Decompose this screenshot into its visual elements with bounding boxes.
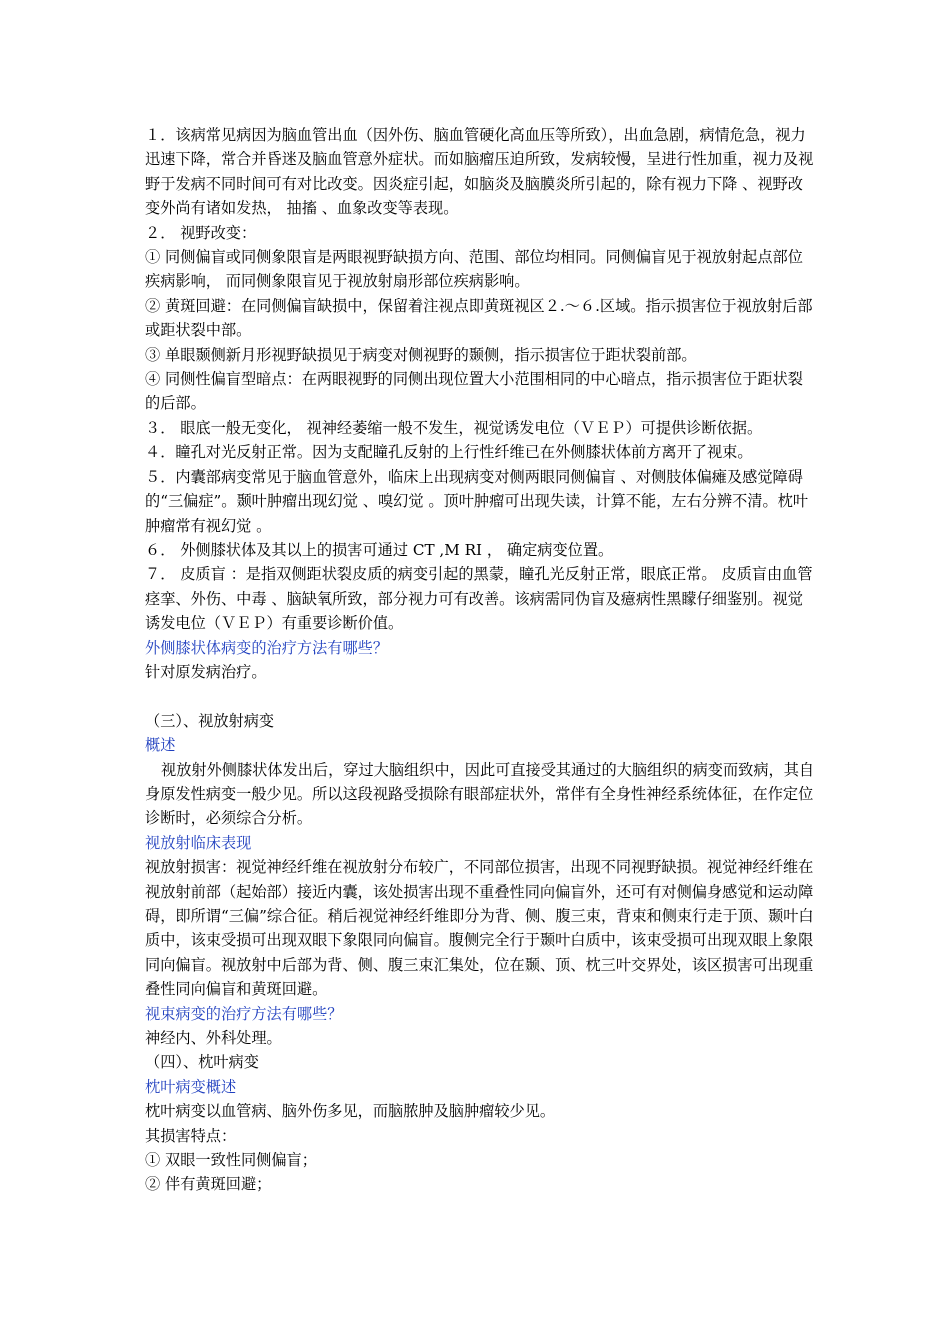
paragraph-feature-2: ② 伴有黄斑回避；: [145, 1175, 272, 1194]
paragraph-fundus: ３． 眼底一般无变化， 视神经萎缩一般不发生，视觉诱发电位（ＶＥＰ）可提供诊断依据。: [145, 418, 763, 437]
paragraph-internal-capsule: ５．内囊部病变常见于脑血管意外，临床上出现病变对侧两眼同侧偏盲 、对侧肢体偏瘫及感觉障碍的“三偏症”。颞叶肿瘤出现幻觉 、嗅幻觉 。顶叶肿瘤可出现失读，计算不能，左右分辨不清。枕叶肿瘤常有视幻觉 。: [145, 467, 809, 535]
paragraph-field-item-1: ① 同侧偏盲或同侧象限盲是两眼视野缺损方向、范围、部位均相同。同侧偏盲见于视放射起点部位疾病影响， 而同侧象限盲见于视放射扇形部位疾病影响。: [145, 248, 803, 291]
paragraph-visual-field-heading: ２． 视野改变：: [145, 223, 257, 242]
paragraph-feature-1: ① 双眼一致性同侧偏盲；: [145, 1151, 317, 1170]
paragraph-field-item-3: ③ 单眼颞侧新月形视野缺损见于病变对侧视野的颞侧，指示损害位于距状裂前部。: [145, 345, 697, 364]
paragraph-cause: １．该病常见病因为脑血管出血（因外伤、脑血管硬化高血压等所致），出血急剧，病情危急，视力迅速下降，常合并昏迷及脑血管意外症状。而如脑瘤压迫所致，发病较慢，呈进行性加重，视力及视野于发病不同时间可有对比改变。因炎症引起，如脑炎及脑膜炎所引起的，除有视力下降 、视野改变外尚有诸如发热， 抽搐 、血象改变等表现。: [145, 126, 814, 218]
paragraph-cortical-blindness: ７． 皮质盲 ：是指双侧距状裂皮质的病变引起的黑蒙，瞳孔光反射正常，眼底正常。 皮质盲由血管痉挛、外伤、中毒 、脑缺氧所致，部分视力可有改善。该病需同伪盲及癔病性黑矇仔细鉴别。视觉诱发电位（ＶＥＰ）有重要诊断价值。: [145, 565, 813, 633]
paragraph-damage-features: 其损害特点：: [145, 1126, 237, 1145]
link-occipital-overview[interactable]: 枕叶病变概述: [145, 1077, 237, 1096]
section-heading-occipital: （四）、枕叶病变: [145, 1053, 259, 1072]
question-link-lgn-treatment[interactable]: 外侧膝状体病变的治疗方法有哪些？: [145, 638, 388, 657]
paragraph-occipital-causes: 枕叶病变以血管病、脑外伤多见，而脑脓肿及脑肿瘤较少见。: [145, 1102, 556, 1121]
question-link-optic-tract-treatment[interactable]: 视束病变的治疗方法有哪些？: [145, 1004, 343, 1023]
link-overview[interactable]: 概述: [145, 736, 176, 755]
answer-optic-tract-treatment: 神经内、外科处理。: [145, 1029, 282, 1048]
paragraph-ct-mri: ６． 外侧膝状体及其以上的损害可通过 CT ,M RI ， 确定病变位置。: [145, 540, 614, 559]
paragraph-field-item-2: ② 黄斑回避：在同侧偏盲缺损中，保留着注视点即黄斑视区２.～６.区域。指示损害位于视放射后部或距状裂中部。: [145, 296, 813, 340]
section-heading-optic-radiation: （三）、视放射病变: [145, 711, 275, 730]
blank-line: [145, 684, 817, 708]
paragraph-pupil: ４．瞳孔对光反射正常。因为支配瞳孔反射的上行性纤维已在外侧膝状体前方离开了视束。: [145, 443, 753, 462]
paragraph-field-item-4: ④ 同侧性偏盲型暗点：在两眼视野的同侧出现位置大小范围相同的中心暗点，指示损害位于距状裂的后部。: [145, 370, 803, 413]
paragraph-optic-radiation-overview: 视放射外侧膝状体发出后，穿过大脑组织中，因此可直接受其通过的大脑组织的病变而致病，其自身原发性病变一般少见。所以这段视路受损除有眼部症状外，常伴有全身性神经系统体征，在作定位诊断时，必须综合分析。: [145, 760, 815, 828]
link-clinical-manifestation[interactable]: 视放射临床表现: [145, 833, 252, 852]
answer-lgn-treatment: 针对原发病治疗。: [145, 662, 267, 681]
document-body: [145, 123, 817, 1197]
paragraph-optic-radiation-damage: 视放射损害：视觉神经纤维在视放射分布较广，不同部位损害，出现不同视野缺损。视觉神经纤维在视放射前部（起始部）接近内囊，该处损害出现不重叠性同向偏盲外，还可有对侧偏身感觉和运动障碍，即所谓“三偏”综合征。稍后视觉神经纤维即分为背、侧、腹三束，背束和侧束行走于顶、颞叶白质中，该束受损可出现双眼下象限同向偏盲。腹侧完全行于颞叶白质中，该束受损可出现双眼上象限同向偏盲。视放射中后部为背、侧、腹三束汇集处，位在颞、顶、枕三叶交界处，该区损害可出现重叠性同向偏盲和黄斑回避。: [145, 858, 814, 999]
